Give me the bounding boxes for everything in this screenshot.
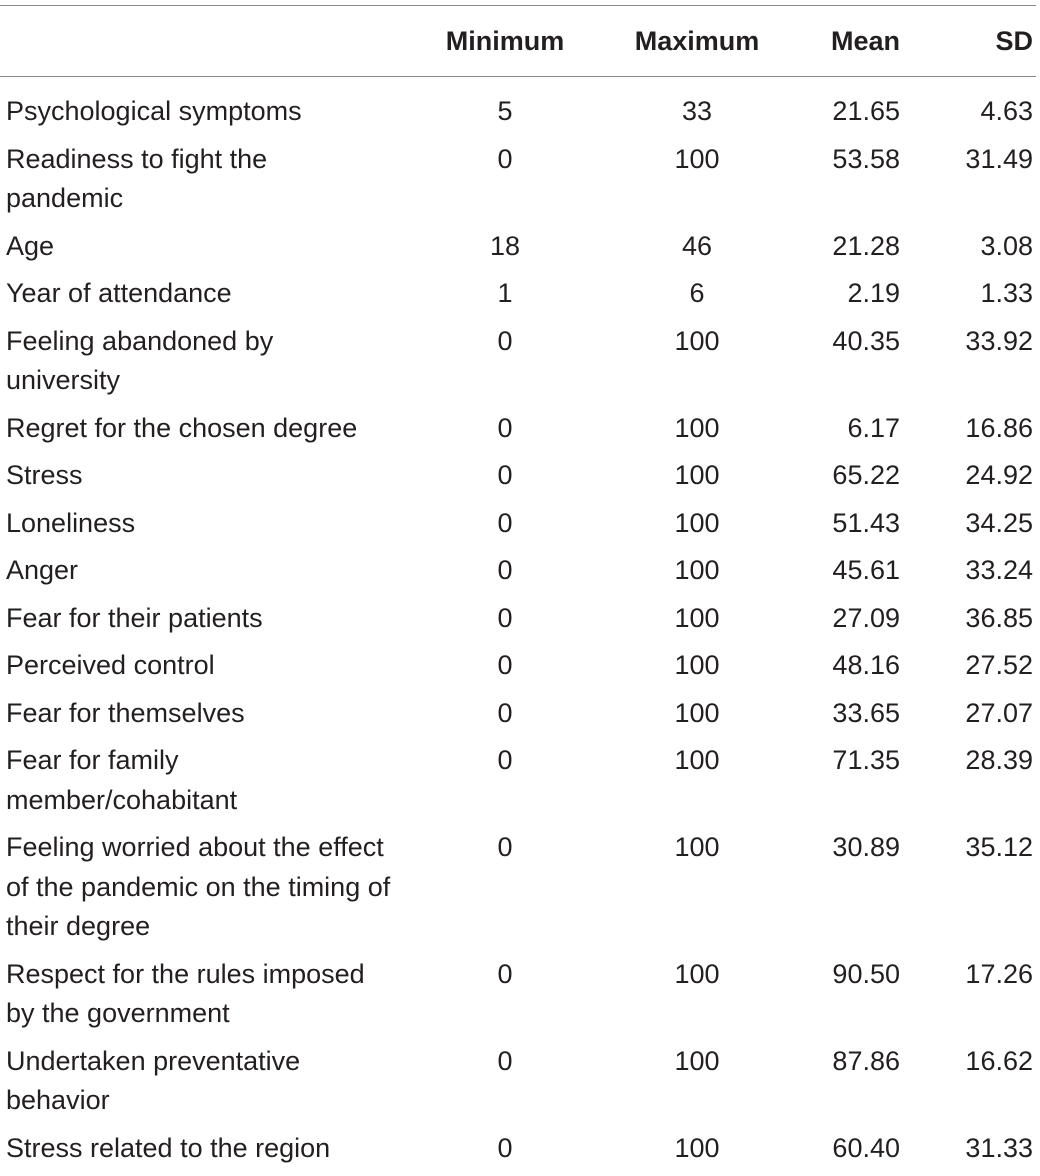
row-maximum: 100 <box>674 1045 720 1076</box>
row-minimum: 0 <box>497 832 513 862</box>
row-minimum: 0 <box>497 460 513 490</box>
header-minimum: Minimum <box>445 26 565 56</box>
row-maximum: 100 <box>674 958 720 989</box>
table-top-rule <box>0 5 1036 6</box>
row-sd: 16.86 <box>965 412 1033 443</box>
table-row <box>0 694 1040 734</box>
header-mean: Mean <box>830 26 900 56</box>
table-row <box>0 646 1040 686</box>
table-row <box>0 456 1040 496</box>
row-sd: 36.85 <box>965 602 1033 633</box>
row-maximum: 100 <box>674 832 720 862</box>
row-mean: 71.35 <box>832 745 900 775</box>
row-minimum: 0 <box>497 602 513 633</box>
row-sd: 31.49 <box>965 143 1033 174</box>
row-label: Perceived control <box>6 650 215 680</box>
row-mean: 2.19 <box>847 278 900 308</box>
row-maximum: 33 <box>681 96 713 126</box>
row-mean: 87.86 <box>832 1045 900 1076</box>
row-maximum: 100 <box>674 745 720 775</box>
table-row <box>0 1129 1040 1169</box>
row-sd: 16.62 <box>965 1045 1033 1076</box>
row-maximum: 46 <box>681 230 713 261</box>
row-minimum: 0 <box>497 555 513 585</box>
row-label: Loneliness <box>6 507 136 538</box>
table-row <box>0 551 1040 591</box>
table-row <box>0 828 1040 947</box>
row-label: Psychological symptoms <box>6 96 302 126</box>
row-minimum: 0 <box>497 1132 513 1163</box>
row-label: Readiness to fight the pandemic <box>6 143 268 213</box>
table-row <box>0 92 1040 132</box>
row-sd: 33.24 <box>965 555 1033 585</box>
row-minimum: 0 <box>497 325 513 356</box>
row-maximum: 100 <box>674 1132 720 1163</box>
row-label: Feeling abandoned by university <box>6 325 274 395</box>
table-row <box>0 599 1040 639</box>
row-minimum: 0 <box>497 745 513 775</box>
row-sd: 31.33 <box>965 1132 1033 1163</box>
header-sd: SD <box>995 26 1033 56</box>
row-sd: 17.26 <box>965 958 1033 989</box>
row-sd: 24.92 <box>965 460 1033 490</box>
row-maximum: 6 <box>689 278 705 308</box>
table-row <box>0 274 1040 314</box>
row-maximum: 100 <box>674 143 720 174</box>
row-maximum: 100 <box>674 507 720 538</box>
row-sd: 34.25 <box>965 507 1033 538</box>
table-row <box>0 409 1040 449</box>
row-maximum: 100 <box>674 555 720 585</box>
row-sd: 4.63 <box>980 96 1033 126</box>
header-maximum: Maximum <box>634 26 760 56</box>
row-label: Feeling worried about the effect of the pandemic on the timing of their degree <box>6 832 391 941</box>
row-minimum: 0 <box>497 650 513 680</box>
row-label: Stress <box>6 460 83 490</box>
row-label: Fear for their patients <box>6 602 263 633</box>
table-row <box>0 955 1040 1034</box>
table-row <box>0 227 1040 267</box>
row-mean: 51.43 <box>832 507 900 538</box>
row-label: Anger <box>6 555 79 585</box>
row-label: Stress related to the region <box>6 1132 331 1163</box>
row-minimum: 5 <box>497 96 513 126</box>
table-row <box>0 741 1040 820</box>
row-minimum: 0 <box>497 143 513 174</box>
row-mean: 6.17 <box>847 412 900 443</box>
row-sd: 1.33 <box>980 278 1033 308</box>
row-minimum: 0 <box>497 697 513 728</box>
row-mean: 53.58 <box>832 143 900 174</box>
row-mean: 45.61 <box>832 555 900 585</box>
row-maximum: 100 <box>674 325 720 356</box>
row-label: Fear for family member/cohabitant <box>6 745 238 815</box>
row-label: Undertaken preventative behavior <box>6 1045 301 1115</box>
row-label: Respect for the rules imposed by the government <box>6 958 365 1028</box>
row-maximum: 100 <box>674 602 720 633</box>
row-sd: 35.12 <box>965 832 1033 862</box>
table-row <box>0 322 1040 401</box>
row-mean: 48.16 <box>832 650 900 680</box>
row-mean: 21.28 <box>832 230 900 261</box>
row-sd: 3.08 <box>980 230 1033 261</box>
row-sd: 27.07 <box>965 697 1033 728</box>
row-minimum: 1 <box>497 278 513 308</box>
row-label: Age <box>6 230 55 261</box>
row-minimum: 0 <box>497 958 513 989</box>
row-mean: 33.65 <box>832 697 900 728</box>
table-body <box>0 92 1040 1176</box>
row-mean: 30.89 <box>832 832 900 862</box>
row-sd: 27.52 <box>965 650 1033 680</box>
row-mean: 40.35 <box>832 325 900 356</box>
table-header-row <box>0 20 1040 64</box>
row-mean: 65.22 <box>832 460 900 490</box>
row-maximum: 100 <box>674 412 720 443</box>
row-maximum: 100 <box>674 460 720 490</box>
row-minimum: 0 <box>497 1045 513 1076</box>
row-sd: 28.39 <box>965 745 1033 775</box>
row-mean: 60.40 <box>832 1132 900 1163</box>
row-minimum: 0 <box>497 507 513 538</box>
table-row <box>0 140 1040 219</box>
row-mean: 90.50 <box>832 958 900 989</box>
row-mean: 21.65 <box>832 96 900 126</box>
row-maximum: 100 <box>674 697 720 728</box>
row-minimum: 0 <box>497 412 513 443</box>
row-label: Fear for themselves <box>6 697 245 728</box>
row-sd: 33.92 <box>965 325 1033 356</box>
row-minimum: 18 <box>489 230 521 261</box>
row-mean: 27.09 <box>832 602 900 633</box>
table-row <box>0 1042 1040 1121</box>
table-header-rule <box>0 76 1036 77</box>
table-row <box>0 504 1040 544</box>
row-label: Year of attendance <box>6 278 232 308</box>
row-maximum: 100 <box>674 650 720 680</box>
row-label: Regret for the chosen degree <box>6 412 358 443</box>
